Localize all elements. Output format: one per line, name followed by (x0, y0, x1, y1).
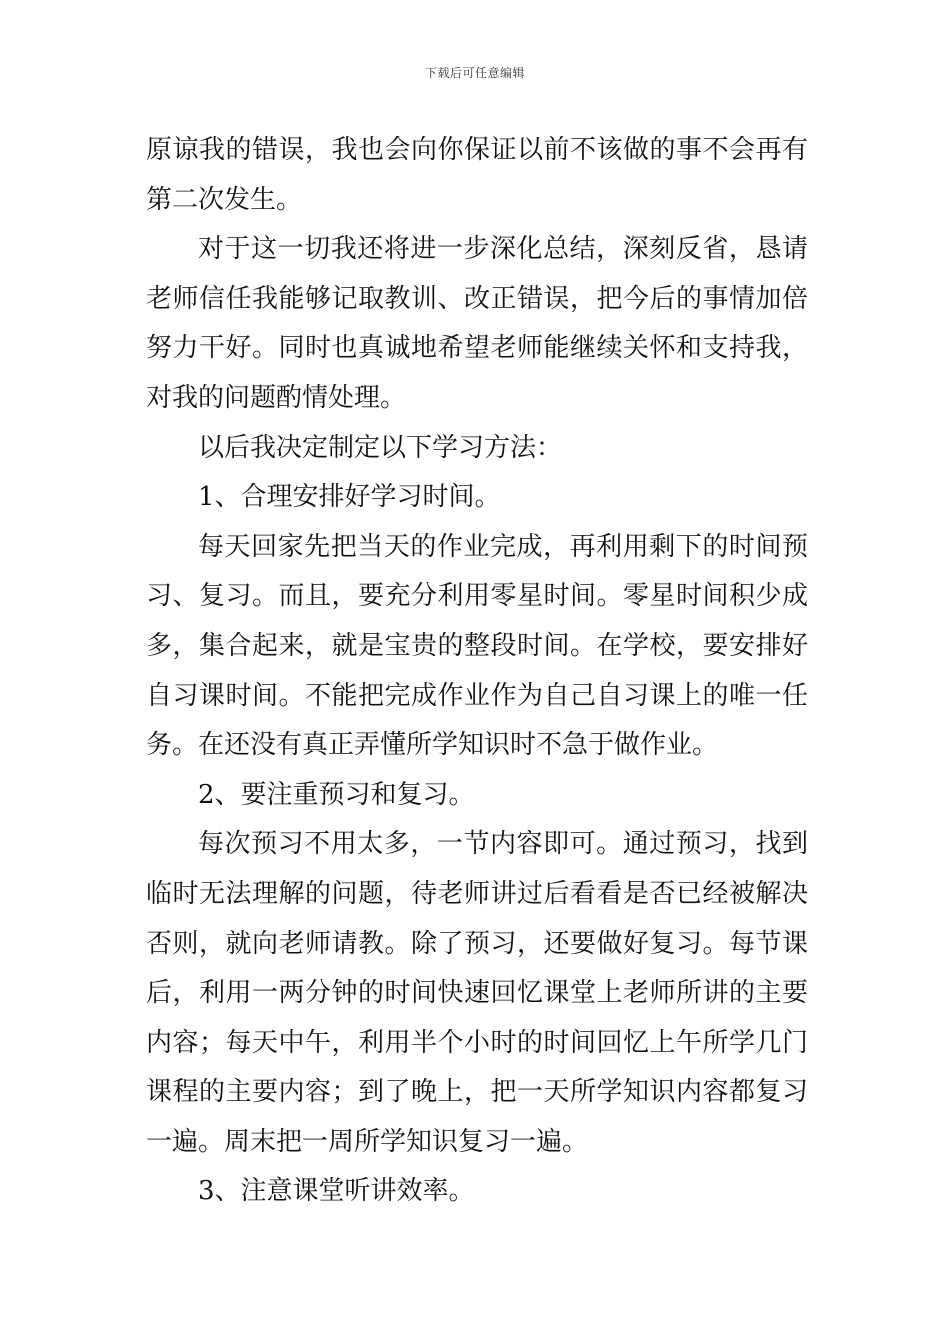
paragraph-3: 以后我决定制定以下学习方法： (198, 432, 563, 463)
paragraph-4: 每天回家先把当天的作业完成，再利用剩下的时间预习、复习。而且，要充分利用零星时间。零星时间积少成多，集合起来，就是宝贵的整段时间。在学校，要安排好自习课时间。不能把完成作业作为自己自习课上的唯一任务。在还没有真正弄懂所学知识时不急于做作业。 (146, 531, 808, 761)
document-body (146, 126, 808, 1217)
page-header: 下载后可任意编辑 (424, 66, 525, 80)
list-heading-1: 1、合理安排好学习时间。 (198, 482, 501, 513)
paragraph-2: 对于这一切我还将进一步深化总结，深刻反省，恳请老师信任我能够记取教训、改正错误，把今后的事情加倍努力干好。同时也真诚地希望老师能继续关怀和支持我，对我的问题酌情处理。 (146, 234, 808, 413)
paragraph-5: 每次预习不用太多，一节内容即可。通过预习，找到临时无法理解的问题，待老师讲过后看看是否已经被解决否则，就向老师请教。除了预习，还要做好复习。每节课后，利用一两分钟的时间快速回忆课堂上老师所讲的主要内容；每天中午，利用半个小时的时间回忆上午所学几门课程的主要内容；到了晚上，把一天所学知识内容都复习一遍。周末把一周所学知识复习一遍。 (146, 829, 808, 1157)
paragraph-1: 原谅我的错误，我也会向你保证以前不该做的事不会再有第二次发生。 (146, 135, 808, 215)
list-heading-3: 3、注意课堂听讲效率。 (198, 1176, 475, 1207)
list-heading-2: 2、要注重预习和复习。 (198, 779, 475, 810)
